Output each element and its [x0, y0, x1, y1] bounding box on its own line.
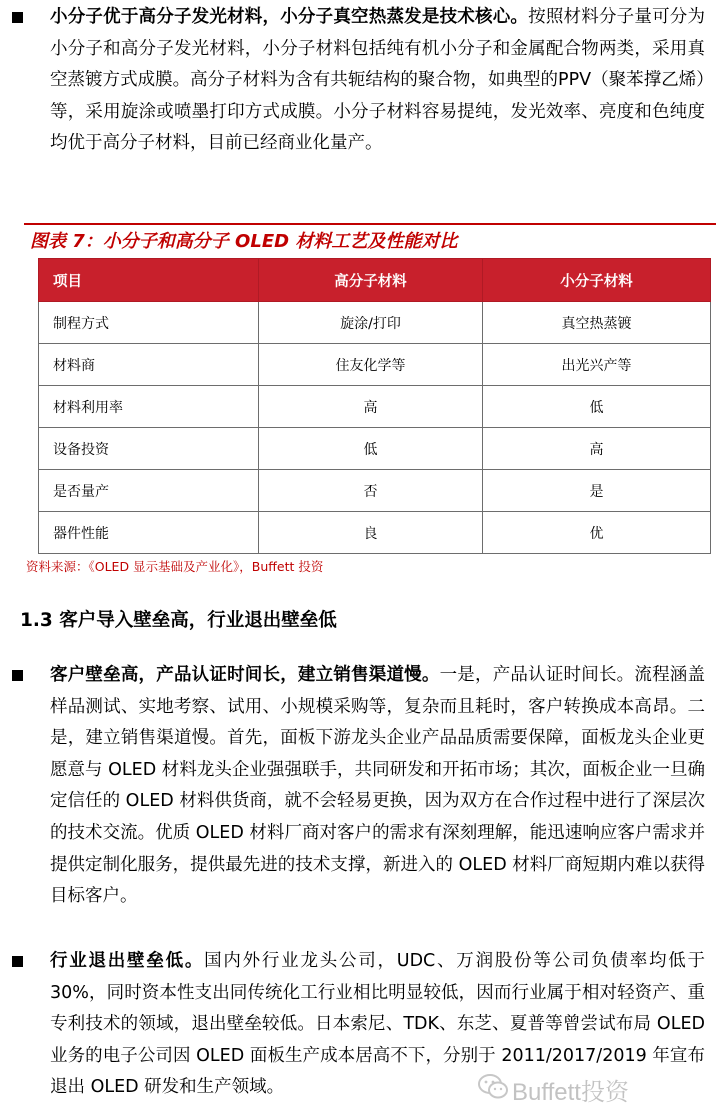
table-row: [39, 386, 711, 428]
row-label: 制程方式: [39, 302, 259, 344]
watermark: Buffett投资: [512, 1079, 629, 1106]
bullet-1: [12, 12, 23, 23]
polymer-value: 住友化学等: [259, 344, 483, 386]
polymer-value: 低: [259, 428, 483, 470]
table-row: [39, 470, 711, 512]
row-label: 器件性能: [39, 512, 259, 554]
bullet-2: [12, 670, 23, 681]
table-row: [39, 428, 711, 470]
paragraph-customer-barrier: [50, 660, 705, 913]
section-title: 1.3 客户导入壁垒高，行业退出壁垒低: [20, 610, 337, 631]
table-row: [39, 344, 711, 386]
paragraph-lead: 行业退出壁垒低。: [50, 951, 205, 971]
table-header-row: [39, 259, 711, 302]
small-molecule-value: 高: [483, 428, 711, 470]
small-molecule-value: 低: [483, 386, 711, 428]
paragraph-small-vs-polymer: [50, 2, 705, 160]
paragraph-lead: 客户壁垒高，产品认证时间长，建立销售渠道慢。: [50, 665, 440, 685]
polymer-value: 高: [259, 386, 483, 428]
polymer-value: 否: [259, 470, 483, 512]
header-item: 项目: [39, 259, 259, 302]
small-molecule-value: 是: [483, 470, 711, 512]
comparison-table: [38, 258, 711, 554]
polymer-value: 良: [259, 512, 483, 554]
small-molecule-value: 出光兴产等: [483, 344, 711, 386]
bullet-3: [12, 956, 23, 967]
paragraph-body: 按照材料分子量可分为小分子和高分子发光材料，小分子材料包括纯有机小分子和金属配合物两类，采用真空蒸镀方式成膜。高分子材料为含有共轭结构的聚合物，如典型的PPV（聚苯撑乙烯）等，采用旋涂或喷墨打印方式成膜。小分子材料容易提纯，发光效率、亮度和色纯度均优于高分子材料，目前已经商业化量产。: [50, 7, 705, 154]
header-small-molecule: 小分子材料: [483, 259, 711, 302]
small-molecule-value: 优: [483, 512, 711, 554]
wechat-logo-icon: [478, 1074, 508, 1100]
table-row: [39, 512, 711, 554]
row-label: 材料利用率: [39, 386, 259, 428]
paragraph-body: 国内外行业龙头公司，UDC、万润股份等公司负债率均低于 30%，同时资本性支出同传统化工行业相比明显较低，因而行业属于相对轻资产、重专利技术的领域，退出壁垒较低。日本索尼、TDK、东芝、夏普等曾尝试布局 OLED 业务的电子公司因 OLED 面板生产成本居高不下，分别于 2011/2017/2019 年宣布退出 OLED 研发和生产领域。: [50, 951, 705, 1098]
small-molecule-value: 真空热蒸镀: [483, 302, 711, 344]
row-label: 材料商: [39, 344, 259, 386]
figure-source: 资料来源：《OLED 显示基础及产业化》，Buffett 投资: [26, 559, 324, 574]
table-row: [39, 302, 711, 344]
figure-title: 图表 7：小分子和高分子 OLED 材料工艺及性能对比: [24, 223, 716, 257]
header-polymer: 高分子材料: [259, 259, 483, 302]
polymer-value: 旋涂/打印: [259, 302, 483, 344]
row-label: 是否量产: [39, 470, 259, 512]
paragraph-body: 一是，产品认证时间长。流程涵盖样品测试、实地考察、试用、小规模采购等，复杂而且耗时，客户转换成本高昂。二是，建立销售渠道慢。首先，面板下游龙头企业产品品质需要保障，面板龙头企业更愿意与 OLED 材料龙头企业强强联手，共同研发和开拓市场；其次，面板企业一旦确定信任的 OLED 材料供货商，就不会轻易更换，因为双方在合作过程中进行了深层次的技术交流。优质 OLED 材料厂商对客户的需求有深刻理解，能迅速响应客户需求并提供定制化服务，提供最先进的技术支撑，新进入的 OLED 材料厂商短期内难以获得目标客户。: [50, 665, 706, 907]
row-label: 设备投资: [39, 428, 259, 470]
paragraph-lead: 小分子优于高分子发光材料，小分子真空热蒸发是技术核心。: [50, 7, 529, 27]
